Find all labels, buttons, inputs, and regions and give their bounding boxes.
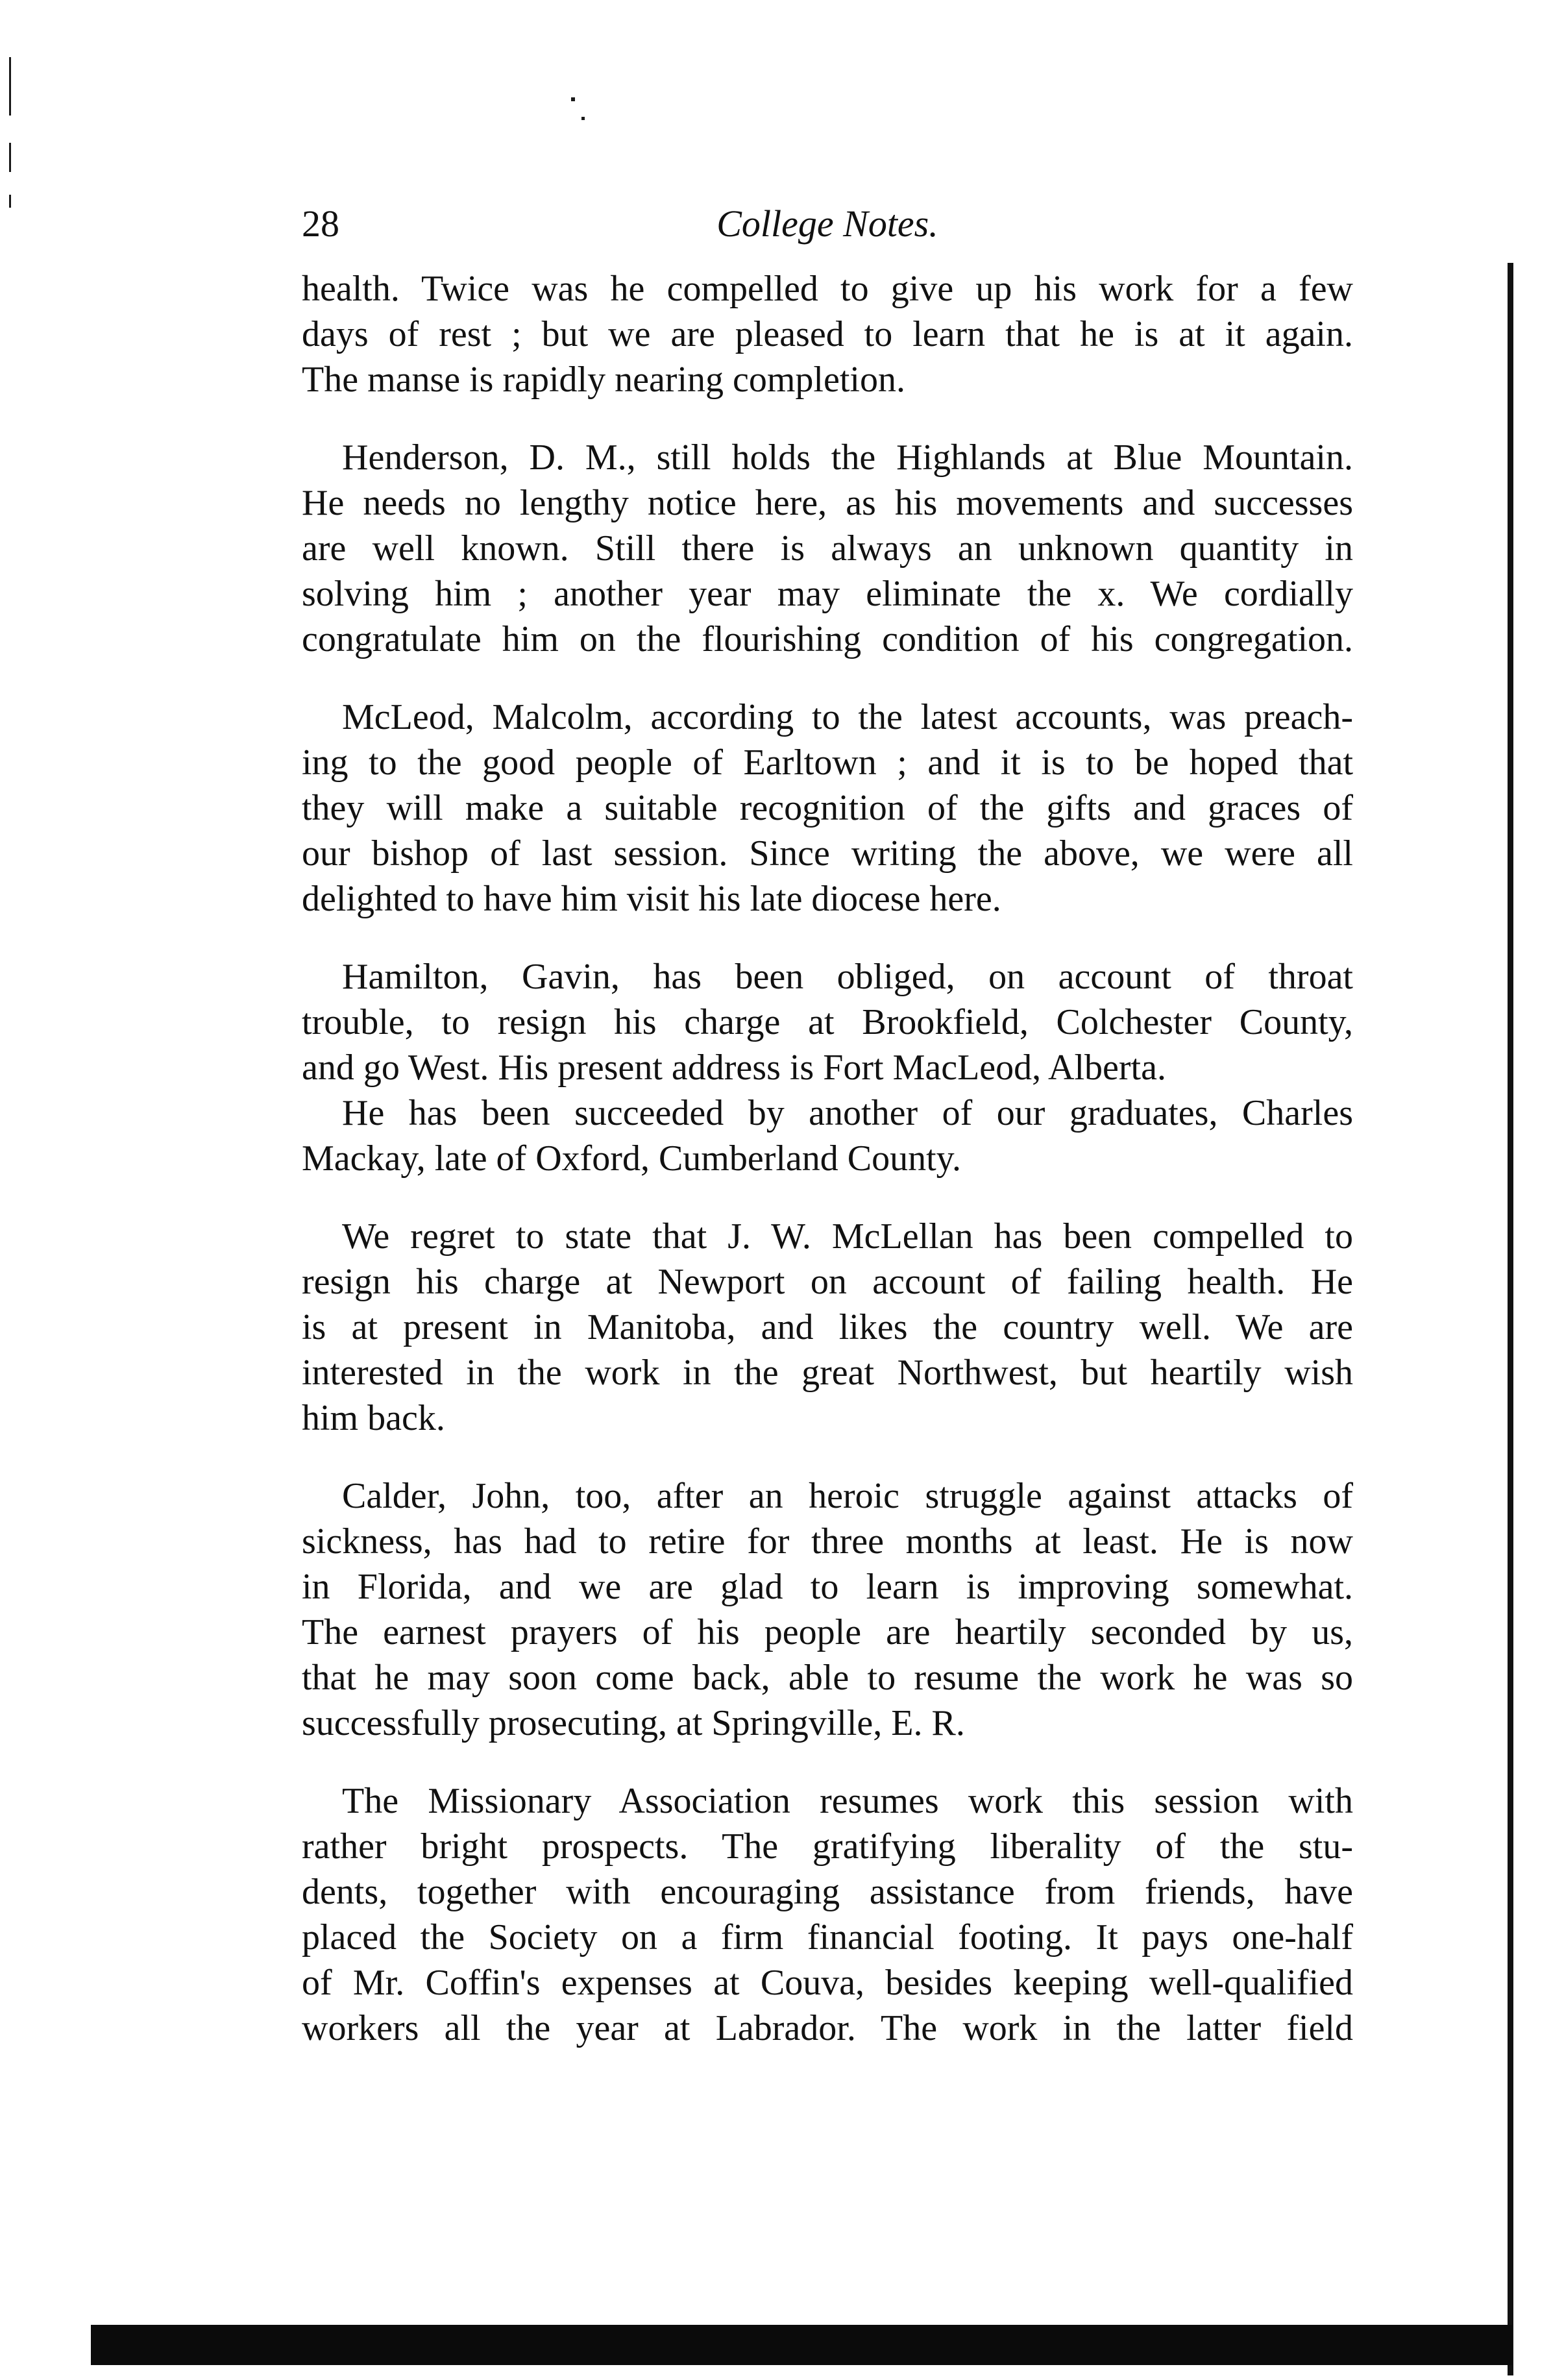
text-line: dents, together with encouraging assistance from friends, have [302,1872,1353,1912]
text-line: Hamilton, Gavin, has been obliged, on account of throat [342,957,1353,997]
text-line: The Missionary Association resumes work this session with [342,1781,1353,1821]
scan-speck [581,117,585,120]
text-line: placed the Society on a firm financial footing. It pays one-half [302,1917,1353,1957]
paragraph [302,1473,1353,1746]
text-line: solving him ; another year may eliminate the x. We cordially [302,574,1353,614]
text-line: Mackay, late of Oxford, Cumberland County. [302,1138,962,1179]
text-line: He needs no lengthy notice here, as his movements and successes [302,483,1353,523]
body-text [302,266,1353,2083]
text-line: trouble, to resign his charge at Brookfield, Colchester County, [302,1002,1353,1042]
text-line: and go West. His present address is Fort MacLeod, Alberta. [302,1048,1166,1088]
page-edge-shadow [1508,263,1513,2375]
text-line: sickness, has had to retire for three months at least. He is now [302,1521,1353,1562]
text-line: congratulate him on the flourishing condition of his congregation. [302,619,1353,659]
text-line: Henderson, D. M., still holds the Highlands at Blue Mountain. [342,437,1353,478]
text-line: him back. [302,1398,445,1438]
text-line: McLeod, Malcolm, according to the latest accounts, was preach- [342,697,1353,737]
scan-edge-mark [9,195,11,208]
paragraph [302,1214,1353,1441]
paragraph [302,694,1353,922]
page-bottom-edge [91,2325,1512,2365]
text-line: are well known. Still there is always an unknown quantity in [302,528,1353,569]
text-line: of Mr. Coffin's expenses at Couva, besides keeping well-qualified [302,1963,1353,2003]
text-line: The manse is rapidly nearing completion. [302,360,905,400]
text-line: workers all the year at Labrador. The work in the latter field [302,2008,1353,2048]
text-line: they will make a suitable recognition of the gifts and graces of [302,788,1353,828]
text-line: health. Twice was he compelled to give up his work for a few [302,269,1353,309]
paragraph [302,435,1353,662]
text-line: is at present in Manitoba, and likes the country well. We are [302,1307,1353,1347]
text-line: Calder, John, too, after an heroic struggle against attacks of [342,1476,1353,1516]
text-line: ing to the good people of Earltown ; and it is to be hoped that [302,742,1353,783]
paragraph [302,954,1353,1090]
scan-edge-mark [9,143,11,172]
scan-edge-mark [9,57,11,116]
paragraph [302,266,1353,402]
page-header [302,195,1353,253]
text-line: delighted to have him visit his late diocese here. [302,879,1001,919]
text-line: days of rest ; but we are pleased to learn that he is at it again. [302,314,1353,354]
text-line: He has been succeeded by another of our graduates, Charles [342,1093,1353,1133]
paragraph [302,1090,1353,1181]
text-line: our bishop of last session. Since writing the above, we were all [302,833,1353,874]
text-line: resign his charge at Newport on account of failing health. He [302,1262,1353,1302]
text-line: The earnest prayers of his people are heartily seconded by us, [302,1612,1353,1652]
scan-speck [571,97,575,101]
page-number: 28 [302,202,339,245]
text-line: successfully prosecuting, at Springville, E. R. [302,1703,965,1743]
paragraph [302,1778,1353,2051]
text-line: in Florida, and we are glad to learn is improving somewhat. [302,1567,1353,1607]
running-title: College Notes. [716,202,938,245]
text-line: that he may soon come back, able to resume the work he was so [302,1658,1353,1698]
text-line: interested in the work in the great Northwest, but heartily wish [302,1353,1353,1393]
text-line: rather bright prospects. The gratifying liberality of the stu- [302,1826,1353,1867]
text-line: We regret to state that J. W. McLellan has been compelled to [342,1216,1353,1257]
